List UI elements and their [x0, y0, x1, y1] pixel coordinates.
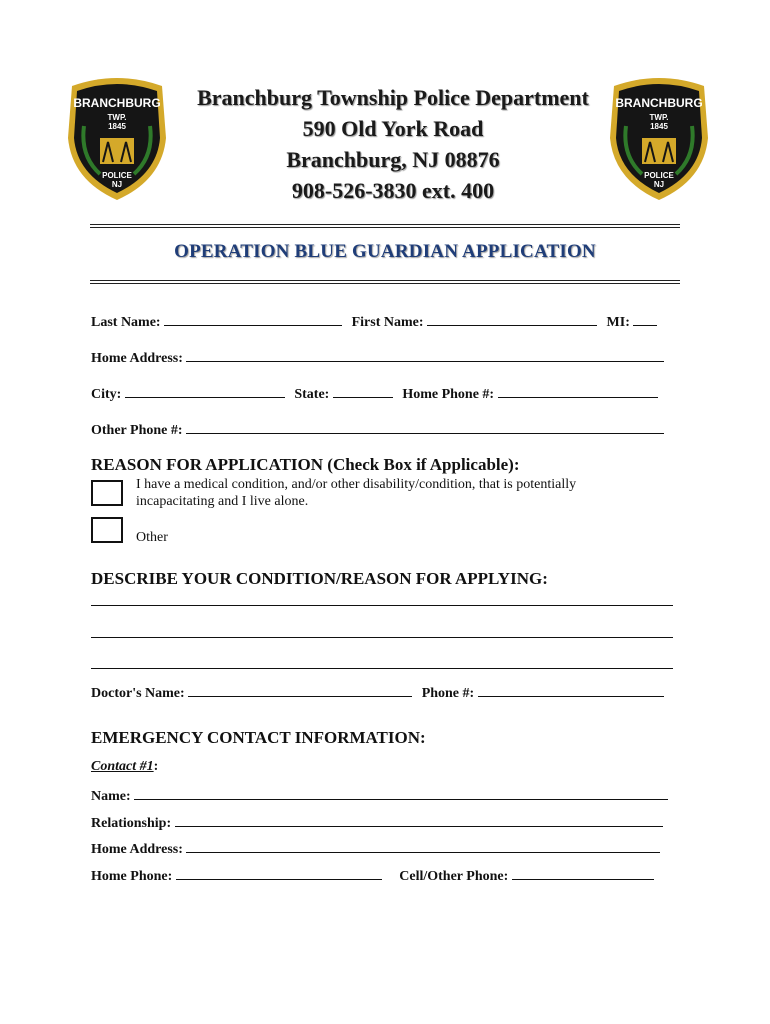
- doctor-row: Doctor's Name: Phone #:: [91, 683, 679, 702]
- name-row: Last Name: First Name: MI:: [91, 312, 679, 331]
- department-address: 590 Old York Road: [302, 116, 484, 141]
- medical-condition-checkbox[interactable]: [91, 480, 123, 506]
- emergency-heading: EMERGENCY CONTACT INFORMATION:: [91, 728, 426, 747]
- svg-text:POLICE: POLICE: [102, 171, 132, 180]
- middle-initial-field[interactable]: [633, 312, 657, 326]
- contact-phone-row: Home Phone: Cell/Other Phone:: [91, 866, 679, 885]
- home-phone-field[interactable]: [498, 384, 658, 398]
- svg-text:NJ: NJ: [653, 180, 665, 189]
- contact-address-row: Home Address:: [91, 839, 679, 858]
- first-name-field[interactable]: [427, 312, 597, 326]
- home-address-row: Home Address:: [91, 348, 679, 367]
- medical-condition-option: I have a medical condition, and/or other disability/condition, that is potentially incapacitating and I live alone.: [136, 477, 577, 509]
- doctor-name-field[interactable]: [188, 683, 412, 697]
- department-phone: 908-526-3830 ext. 400: [291, 178, 495, 203]
- doctor-phone-field[interactable]: [478, 683, 664, 697]
- city-field[interactable]: [125, 384, 285, 398]
- city-state-phone-row: City: State: Home Phone #:: [91, 384, 679, 403]
- department-city-state: Branchburg, NJ 08876: [286, 147, 500, 172]
- describe-heading: DESCRIBE YOUR CONDITION/REASON FOR APPLYING:: [91, 569, 548, 588]
- form-title: OPERATION BLUE GUARDIAN APPLICATION: [174, 241, 596, 262]
- svg-text:TWP.: TWP.: [649, 113, 669, 122]
- describe-line-3[interactable]: [91, 668, 673, 669]
- title-divider: [90, 280, 680, 284]
- svg-text:1845: 1845: [108, 122, 126, 131]
- letterhead: [160, 82, 626, 206]
- contact-home-phone-field[interactable]: [176, 866, 382, 880]
- other-option: Other: [136, 530, 168, 545]
- last-name-field[interactable]: [164, 312, 342, 326]
- police-badge-left: [62, 76, 172, 204]
- svg-text:BRANCHBURG: BRANCHBURG: [615, 96, 703, 110]
- contact-cell-phone-field[interactable]: [512, 866, 654, 880]
- describe-line-2[interactable]: [91, 637, 673, 638]
- contact-relationship-field[interactable]: [175, 813, 663, 827]
- contact-label: Contact #1:: [91, 759, 159, 774]
- contact-name-row: Name:: [91, 786, 679, 805]
- department-name: Branchburg Township Police Department: [197, 85, 589, 110]
- other-phone-field[interactable]: [186, 420, 664, 434]
- contact-name-field[interactable]: [134, 786, 668, 800]
- contact-address-field[interactable]: [186, 839, 660, 853]
- header-divider: [90, 224, 680, 228]
- svg-text:1845: 1845: [650, 122, 668, 131]
- svg-text:NJ: NJ: [111, 180, 123, 189]
- other-checkbox[interactable]: [91, 517, 123, 543]
- state-field[interactable]: [333, 384, 393, 398]
- contact-relationship-row: Relationship:: [91, 813, 679, 832]
- home-address-field[interactable]: [186, 348, 664, 362]
- svg-text:POLICE: POLICE: [644, 171, 674, 180]
- reason-heading: REASON FOR APPLICATION (Check Box if Applicable):: [91, 455, 520, 474]
- describe-line-1[interactable]: [91, 605, 673, 606]
- other-phone-row: Other Phone #:: [91, 420, 679, 439]
- svg-text:TWP.: TWP.: [107, 113, 127, 122]
- badge-top-text: BRANCHBURG: [73, 96, 161, 110]
